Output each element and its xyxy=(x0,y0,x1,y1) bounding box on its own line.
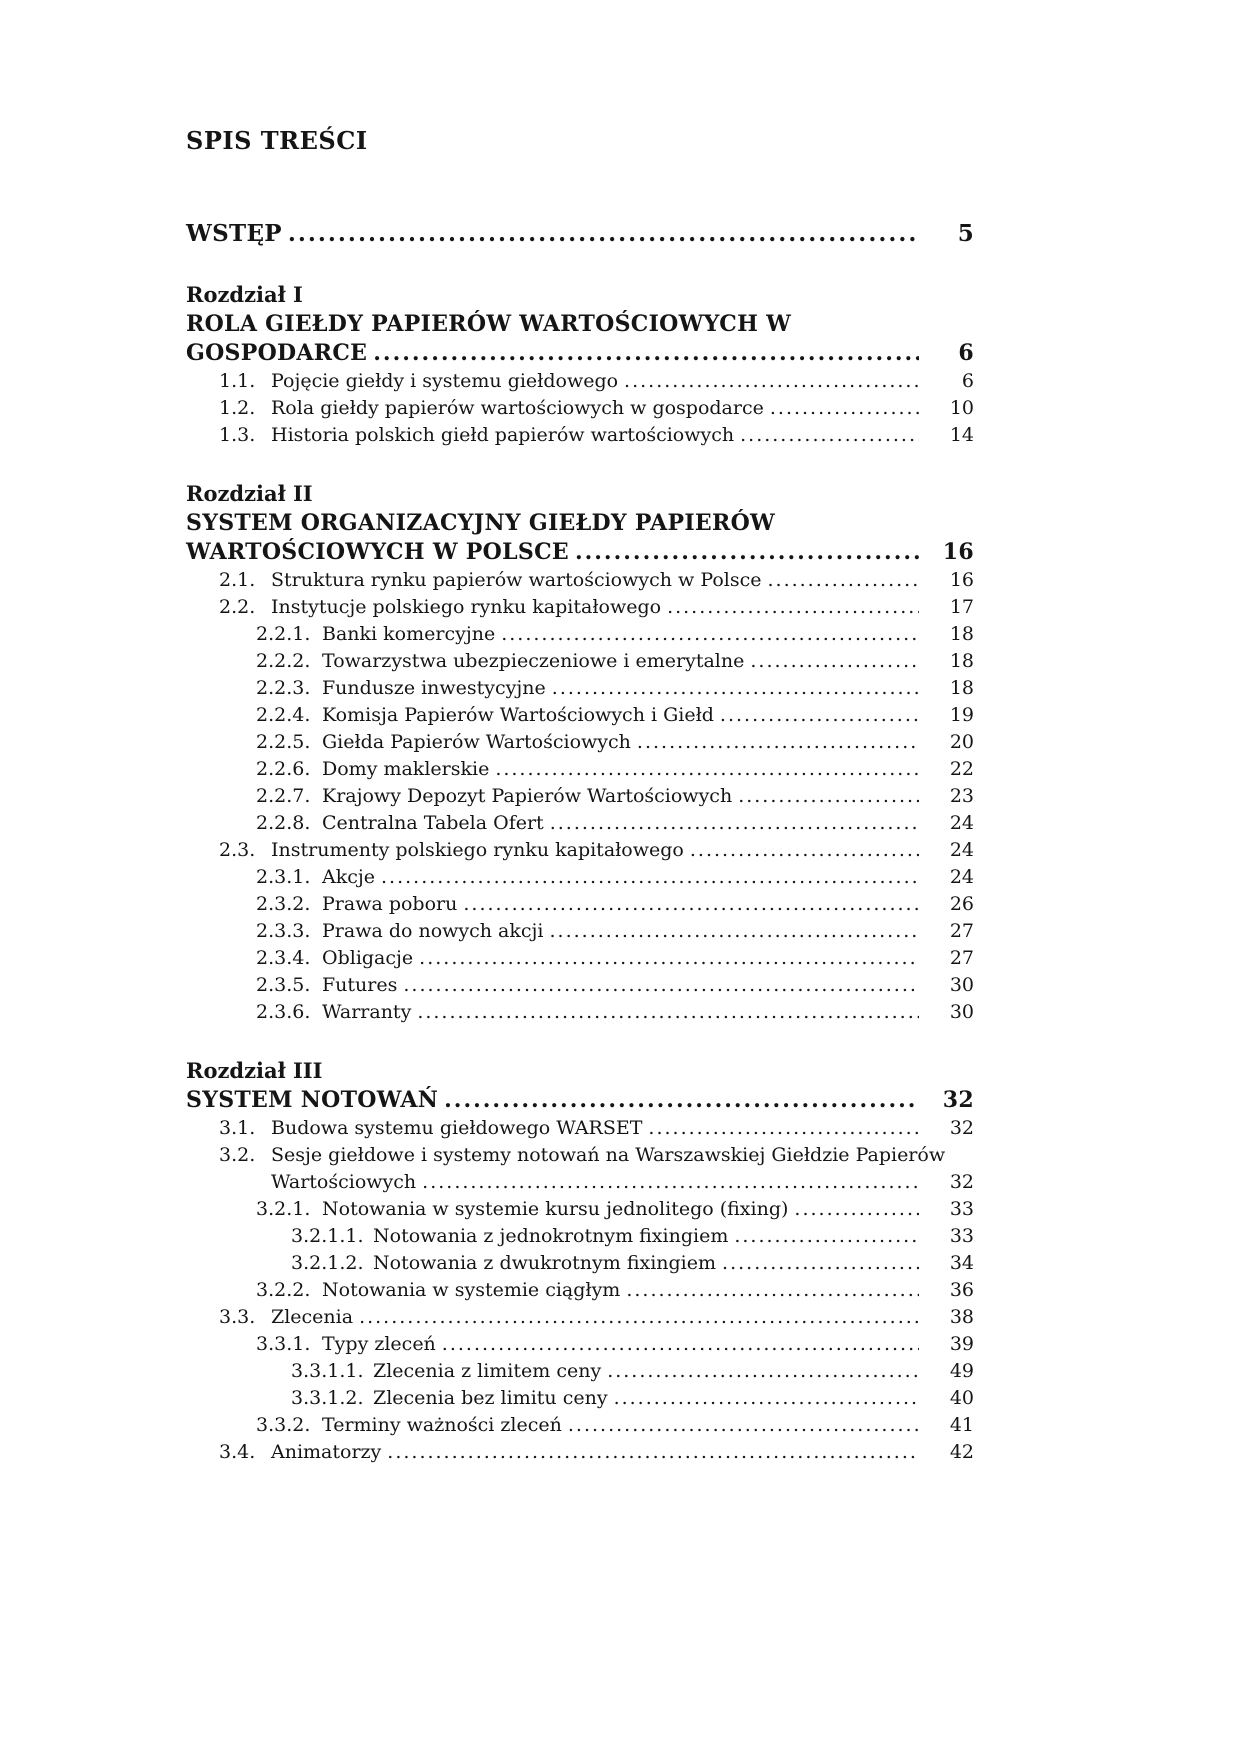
leader-dots xyxy=(463,891,919,918)
leader-dots xyxy=(373,339,919,368)
entry-number: 3.2.1.1. xyxy=(291,1225,364,1247)
entry-label: Struktura rynku papierów wartościowych w Polsce xyxy=(271,569,762,591)
entry-number: 3.3.1. xyxy=(256,1333,311,1355)
leader-dots xyxy=(722,1250,919,1277)
page-number: 18 xyxy=(949,650,974,672)
toc-entry xyxy=(186,621,974,648)
leader-dots xyxy=(381,864,919,891)
page-number: 22 xyxy=(949,758,974,780)
page-number: 10 xyxy=(949,397,974,419)
leader-dots xyxy=(667,594,919,621)
leader-dots xyxy=(575,538,919,567)
entry-label: GOSPODARCE xyxy=(186,340,368,366)
page-number: 42 xyxy=(949,1441,974,1463)
entry-label: Rola giełdy papierów wartościowych w gospodarce xyxy=(271,397,764,419)
entry-label: Budowa systemu giełdowego WARSET xyxy=(271,1117,643,1139)
entry-number: 2.2.5. xyxy=(256,731,311,753)
toc-entry xyxy=(186,810,974,837)
entry-number: 2.3.3. xyxy=(256,920,311,942)
toc-entry-first-line xyxy=(186,1142,974,1169)
page-number: 41 xyxy=(949,1414,974,1436)
leader-dots xyxy=(501,621,919,648)
page-number: 38 xyxy=(949,1306,974,1328)
entry-label: Notowania z dwukrotnym fixingiem xyxy=(373,1252,717,1274)
toc-entry xyxy=(186,1115,974,1142)
page-number: 23 xyxy=(949,785,974,807)
entry-label: WARTOŚCIOWYCH W POLSCE xyxy=(186,539,569,565)
toc-entry xyxy=(186,594,974,621)
toc-entry xyxy=(186,945,974,972)
entry-number: 3.2.2. xyxy=(256,1279,311,1301)
page-number: 27 xyxy=(949,947,974,969)
toc-entry xyxy=(186,1223,974,1250)
leader-dots xyxy=(444,1086,919,1115)
page-number: 18 xyxy=(949,677,974,699)
toc-entry xyxy=(186,1277,974,1304)
entry-number: 2.3.5. xyxy=(256,974,311,996)
leader-dots xyxy=(359,1304,919,1331)
page-number: 30 xyxy=(949,974,974,996)
leader-dots xyxy=(794,1196,919,1223)
toc-chapter-title xyxy=(186,538,974,567)
entry-label: Giełda Papierów Wartościowych xyxy=(322,731,631,753)
leader-dots xyxy=(720,702,919,729)
toc-chapter-label xyxy=(186,1056,974,1086)
entry-label: SYSTEM ORGANIZACYJNY GIEŁDY PAPIERÓW xyxy=(186,510,776,536)
entry-number: 2.1. xyxy=(219,569,256,591)
entry-number: 2.3.6. xyxy=(256,1001,311,1023)
leader-dots xyxy=(637,729,919,756)
leader-dots xyxy=(442,1331,919,1358)
entry-label: Fundusze inwestycyjne xyxy=(322,677,546,699)
page-number: 32 xyxy=(949,1171,974,1193)
leader-dots xyxy=(419,945,919,972)
toc-chapter-title-line xyxy=(186,310,974,339)
leader-dots xyxy=(614,1385,919,1412)
entry-label: Notowania w systemie kursu jednolitego (fixing) xyxy=(322,1198,789,1220)
entry-number: 2.3.4. xyxy=(256,947,311,969)
entry-label: Notowania w systemie ciągłym xyxy=(322,1279,621,1301)
leader-dots xyxy=(770,395,919,422)
entry-label: Notowania z jednokrotnym fixingiem xyxy=(373,1225,729,1247)
leader-dots xyxy=(648,1115,919,1142)
page-number: 26 xyxy=(949,893,974,915)
entry-number: 3.4. xyxy=(219,1441,256,1463)
toc-chapter-title xyxy=(186,1086,974,1115)
entry-label: Pojęcie giełdy i systemu giełdowego xyxy=(271,370,619,392)
entry-number: 2.2.3. xyxy=(256,677,311,699)
page-number: 30 xyxy=(949,1001,974,1023)
entry-label: Prawa do nowych akcji xyxy=(322,920,544,942)
entry-number: 2.3. xyxy=(219,839,256,861)
page-number: 36 xyxy=(949,1279,974,1301)
toc-entry xyxy=(186,999,974,1026)
entry-label: WSTĘP xyxy=(186,220,282,247)
entry-number: 2.3.2. xyxy=(256,893,311,915)
leader-dots xyxy=(624,368,919,395)
toc-entry xyxy=(186,1331,974,1358)
entry-label: Krajowy Depozyt Papierów Wartościowych xyxy=(322,785,733,807)
leader-dots xyxy=(403,972,919,999)
page-number: 20 xyxy=(949,731,974,753)
leader-dots xyxy=(740,422,919,449)
toc-entry xyxy=(186,1439,974,1466)
leader-dots xyxy=(734,1223,919,1250)
toc-entry xyxy=(186,395,974,422)
toc-entry xyxy=(186,1358,974,1385)
leader-dots xyxy=(552,675,919,702)
page-number: 14 xyxy=(949,424,974,446)
entry-label: ROLA GIEŁDY PAPIERÓW WARTOŚCIOWYCH W xyxy=(186,311,792,337)
page-number: 27 xyxy=(949,920,974,942)
page-title: SPIS TREŚCI xyxy=(186,126,368,155)
toc-entry xyxy=(186,918,974,945)
leader-dots xyxy=(738,783,919,810)
toc-entry xyxy=(186,729,974,756)
toc-entry xyxy=(186,837,974,864)
toc-entry xyxy=(186,891,974,918)
entry-label: Akcje xyxy=(322,866,376,888)
leader-dots xyxy=(568,1412,919,1439)
entry-number: 2.2.7. xyxy=(256,785,311,807)
entry-label: Typy zleceń xyxy=(322,1333,436,1355)
page-number: 17 xyxy=(949,596,974,618)
toc-entry xyxy=(186,1385,974,1412)
entry-label: Rozdział III xyxy=(186,1058,323,1083)
leader-dots xyxy=(550,810,919,837)
toc-entry xyxy=(186,702,974,729)
entry-label: Komisja Papierów Wartościowych i Giełd xyxy=(322,704,714,726)
entry-label: Zlecenia bez limitu ceny xyxy=(373,1387,608,1409)
toc-entry-continuation xyxy=(186,1169,974,1196)
entry-number: 3.1. xyxy=(219,1117,256,1139)
entry-number: 3.3. xyxy=(219,1306,256,1328)
entry-label: Historia polskich giełd papierów wartościowych xyxy=(271,424,735,446)
entry-label: Zlecenia z limitem ceny xyxy=(373,1360,602,1382)
leader-dots xyxy=(626,1277,919,1304)
page-number: 6 xyxy=(961,370,974,392)
entry-label: Prawa poboru xyxy=(322,893,458,915)
entry-number: 3.3.2. xyxy=(256,1414,311,1436)
page-number: 24 xyxy=(949,839,974,861)
page-number: 33 xyxy=(949,1198,974,1220)
page-number: 33 xyxy=(949,1225,974,1247)
leader-dots xyxy=(607,1358,919,1385)
entry-label: Banki komercyjne xyxy=(322,623,496,645)
entry-number: 3.2.1. xyxy=(256,1198,311,1220)
entry-label: Obligacje xyxy=(322,947,414,969)
page-number: 24 xyxy=(949,866,974,888)
entry-label: Rozdział II xyxy=(186,481,313,506)
toc-entry xyxy=(186,648,974,675)
entry-number: 2.3.1. xyxy=(256,866,311,888)
toc-entry xyxy=(186,1304,974,1331)
leader-dots xyxy=(422,1169,919,1196)
entry-label: SYSTEM NOTOWAŃ xyxy=(186,1087,439,1113)
page-number: 18 xyxy=(949,623,974,645)
toc-entry xyxy=(186,368,974,395)
leader-dots xyxy=(690,837,919,864)
toc-entry xyxy=(186,756,974,783)
entry-number: 3.2.1.2. xyxy=(291,1252,364,1274)
entry-number: 1.1. xyxy=(219,370,256,392)
leader-dots xyxy=(495,756,919,783)
page-number: 49 xyxy=(949,1360,974,1382)
toc-chapter-title-line xyxy=(186,509,974,538)
page-number: 34 xyxy=(949,1252,974,1274)
page-number: 40 xyxy=(949,1387,974,1409)
entry-number: 2.2.8. xyxy=(256,812,311,834)
page-number: 39 xyxy=(949,1333,974,1355)
toc-main-entry xyxy=(186,218,974,250)
entry-number: 1.2. xyxy=(219,397,256,419)
toc-entry xyxy=(186,1412,974,1439)
entry-label: Centralna Tabela Ofert xyxy=(322,812,544,834)
entry-label: Instytucje polskiego rynku kapitałowego xyxy=(271,596,662,618)
leader-dots xyxy=(288,218,919,250)
entry-label: Towarzystwa ubezpieczeniowe i emerytalne xyxy=(322,650,745,672)
entry-label: Rozdział I xyxy=(186,282,303,307)
entry-number: 2.2.2. xyxy=(256,650,311,672)
page-number: 24 xyxy=(949,812,974,834)
entry-label: Instrumenty polskiego rynku kapitałowego xyxy=(271,839,684,861)
leader-dots xyxy=(387,1439,919,1466)
entry-number: 1.3. xyxy=(219,424,256,446)
entry-number: 2.2. xyxy=(219,596,256,618)
entry-label: Animatorzy xyxy=(271,1441,382,1463)
toc-entry xyxy=(186,864,974,891)
toc-chapter-label xyxy=(186,479,974,509)
entry-label: Wartościowych xyxy=(271,1171,417,1193)
toc-entry xyxy=(186,972,974,999)
toc-entry xyxy=(186,783,974,810)
entry-label: Terminy ważności zleceń xyxy=(322,1414,562,1436)
toc-entry xyxy=(186,422,974,449)
page-number: 32 xyxy=(949,1117,974,1139)
page-number: 5 xyxy=(957,220,974,247)
toc-entry xyxy=(186,567,974,594)
toc-list xyxy=(186,218,974,1466)
entry-number: 2.2.4. xyxy=(256,704,311,726)
toc-chapter-label xyxy=(186,280,974,310)
page-number: 6 xyxy=(958,340,974,366)
entry-number: 2.2.6. xyxy=(256,758,311,780)
leader-dots xyxy=(767,567,919,594)
entry-number: 3.3.1.2. xyxy=(291,1387,364,1409)
toc-chapter-title xyxy=(186,339,974,368)
entry-label: Zlecenia xyxy=(271,1306,354,1328)
leader-dots xyxy=(550,918,919,945)
entry-label: Domy maklerskie xyxy=(322,758,490,780)
entry-number: 2.2.1. xyxy=(256,623,311,645)
page-number: 32 xyxy=(942,1087,974,1113)
entry-label: Futures xyxy=(322,974,398,996)
leader-dots xyxy=(750,648,919,675)
page-number: 16 xyxy=(942,539,974,565)
leader-dots xyxy=(417,999,919,1026)
entry-number: 3.2. xyxy=(219,1144,256,1166)
toc-entry xyxy=(186,1196,974,1223)
page-number: 19 xyxy=(949,704,974,726)
entry-label: Sesje giełdowe i systemy notowań na Warszawskiej Giełdzie Papierów xyxy=(271,1144,946,1166)
toc-entry xyxy=(186,675,974,702)
toc-entry xyxy=(186,1250,974,1277)
page-number: 16 xyxy=(949,569,974,591)
entry-label: Warranty xyxy=(322,1001,412,1023)
entry-number: 3.3.1.1. xyxy=(291,1360,364,1382)
